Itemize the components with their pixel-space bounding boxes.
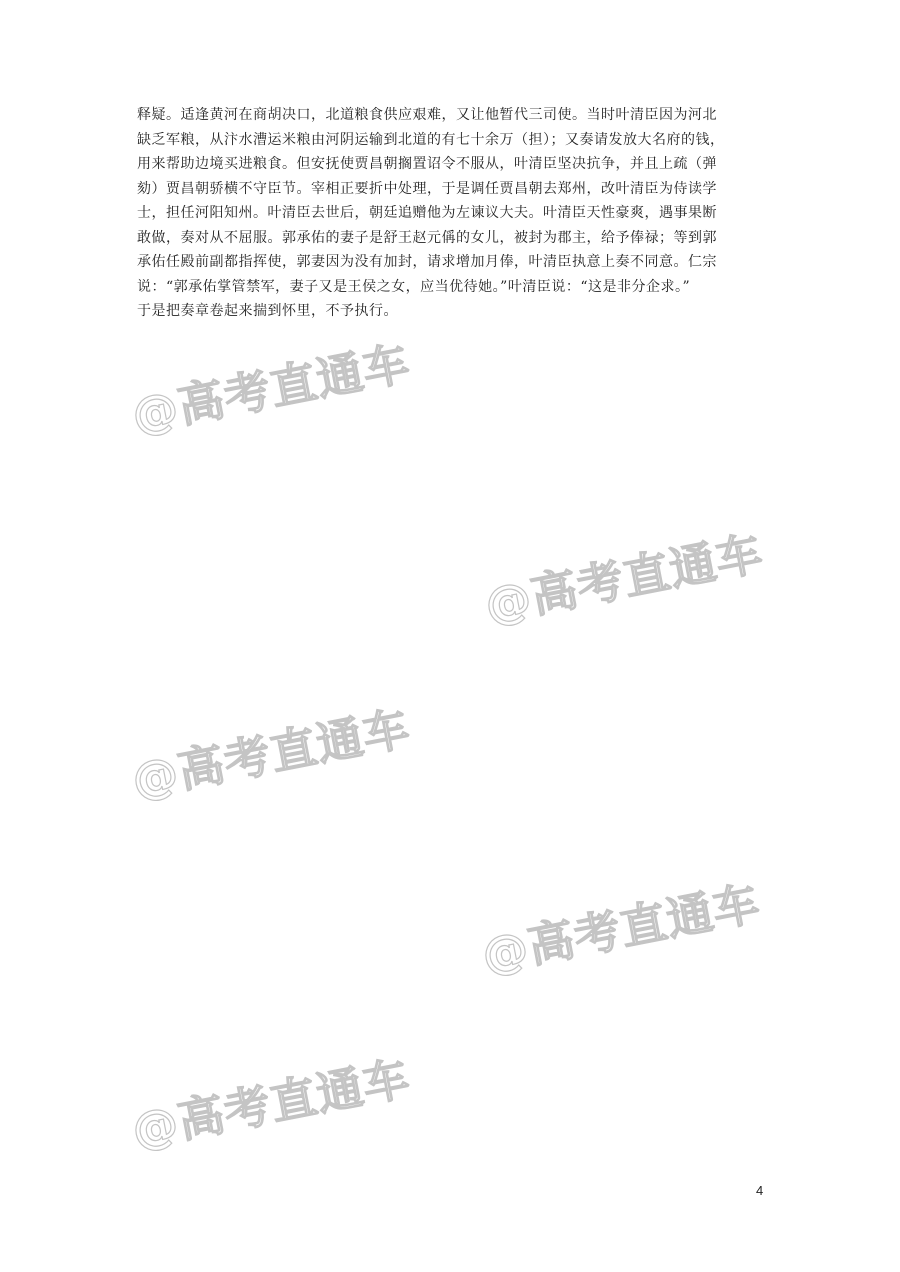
watermark: @高考直通车: [477, 875, 765, 983]
text-line: 释疑。适逢黄河在商胡决口，北道粮食供应艰难，又让他暂代三司使。当时叶清臣因为河北: [137, 107, 717, 123]
text-line: 敢做，奏对从不屈服。郭承佑的妻子是舒王赵元偁的女儿，被封为郡主，给予俸禄；等到郭: [137, 229, 717, 246]
text-line: 用来帮助边境买进粮食。但安抚使贾昌朝搁置诏令不服从，叶清臣坚决抗争，并且上疏（弹: [137, 156, 717, 172]
text-line: 缺乏军粮，从汴水漕运米粮由河阴运输到北道的有七十余万（担）；又奏请发放大名府的钱，: [137, 131, 725, 148]
watermark: @高考直通车: [480, 525, 768, 633]
text-line: 说：“郭承佑掌管禁军，妻子又是王侯之女，应当优待她。”叶清臣说：“这是非分企求。”: [137, 278, 691, 295]
text-line: 于是把奏章卷起来揣到怀里，不予执行。: [137, 303, 398, 319]
text-line: 士，担任河阳知州。叶清臣去世后，朝廷追赠他为左谏议大夫。叶清臣天性豪爽，遇事果断: [137, 205, 717, 221]
body-text: [137, 103, 767, 324]
page-number: 4: [756, 1183, 764, 1198]
text-line: 承佑任殿前副都指挥使，郭妻因为没有加封，请求增加月俸，叶清臣执意上奏不同意。仁宗: [137, 254, 717, 270]
watermark: @高考直通车: [127, 335, 415, 443]
text-line: 劾）贾昌朝骄横不守臣节。宰相正要折中处理，于是调任贾昌朝去郑州，改叶清臣为侍读学: [137, 180, 717, 197]
watermark: @高考直通车: [127, 1050, 415, 1158]
watermark: @高考直通车: [127, 700, 415, 808]
